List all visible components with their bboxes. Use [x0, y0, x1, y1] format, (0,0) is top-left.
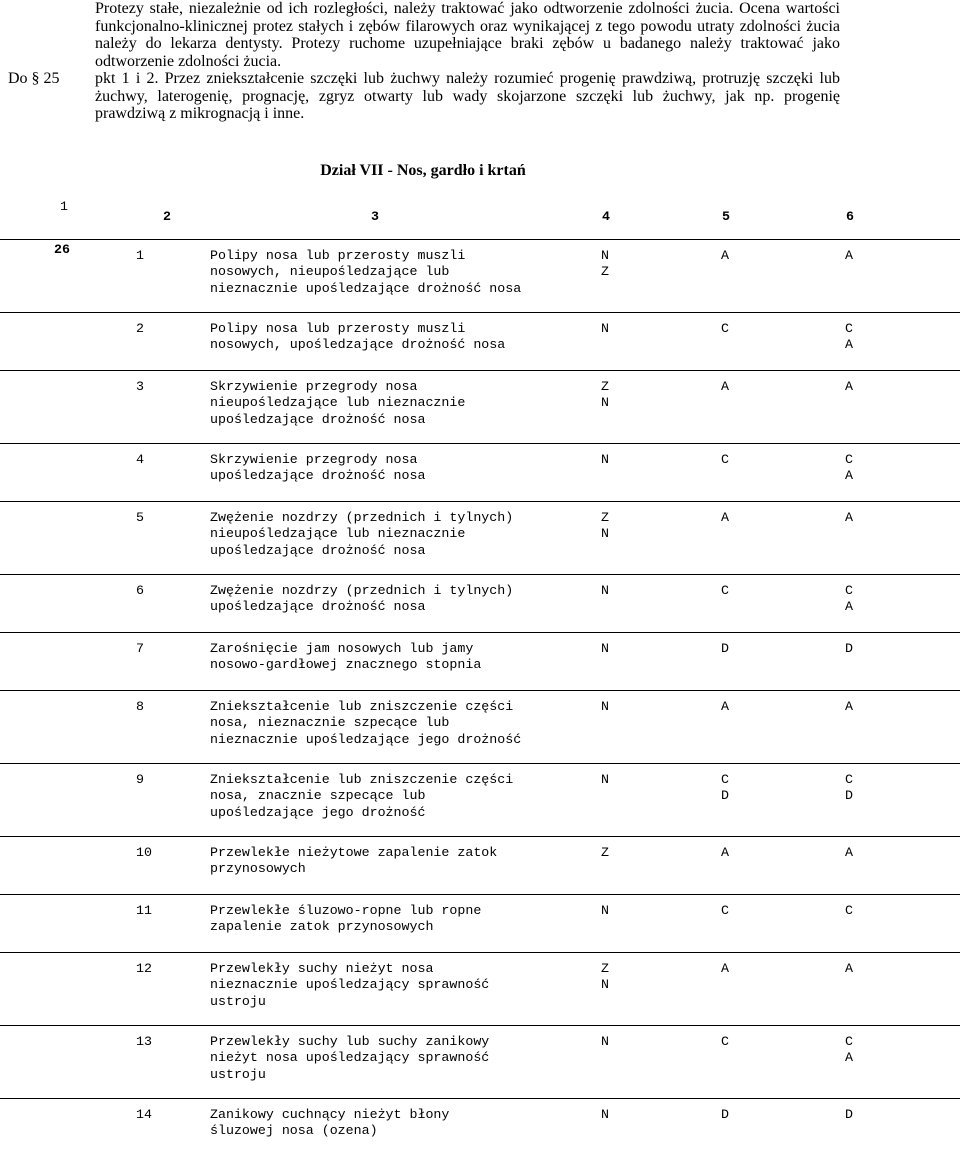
row-number: 3 [136, 379, 144, 394]
category-c5 [721, 845, 729, 861]
category-letter: C [721, 1034, 729, 1049]
category-letter: Z [601, 510, 609, 525]
description-line: Zanikowy cuchnący nieżyt błony [210, 1107, 450, 1122]
category-c4 [601, 583, 609, 599]
category-letter: N [601, 395, 609, 411]
header-col-1: 1 [60, 199, 68, 214]
category-letter: N [601, 772, 609, 787]
category-c4 [601, 248, 609, 281]
table-row [0, 502, 960, 575]
row-number: 11 [136, 903, 152, 918]
category-c6 [845, 510, 853, 526]
category-letter: C [845, 903, 853, 918]
category-c6 [845, 321, 853, 354]
section-reference: Do § 25 [8, 70, 60, 87]
category-letter: Z [601, 961, 609, 976]
description-line: Przewlekły suchy nieżyt nosa [210, 961, 434, 976]
category-c6 [845, 452, 853, 485]
category-c4 [601, 772, 609, 788]
category-letter: N [601, 1107, 609, 1122]
category-c4 [601, 845, 609, 861]
row-number: 2 [136, 321, 144, 336]
category-c4 [601, 903, 609, 919]
category-letter: C [845, 772, 853, 787]
category-letter: D [845, 788, 853, 804]
description-line: Przewlekłe śluzowo-ropne lub ropne [210, 903, 482, 918]
category-letter: D [845, 641, 853, 656]
description-line: Zwężenie nozdrzy (przednich i tylnych) [210, 510, 514, 525]
description-line: Zwężenie nozdrzy (przednich i tylnych) [210, 583, 514, 598]
row-number: 7 [136, 641, 144, 656]
category-letter: C [721, 583, 729, 598]
description-line: Skrzywienie przegrody nosa [210, 379, 418, 394]
table-body [0, 240, 960, 1156]
category-letter: C [845, 321, 853, 336]
description-line: nieżyt nosa upośledzający sprawność [210, 1050, 490, 1066]
category-c5 [721, 1034, 729, 1050]
category-c5 [721, 379, 729, 395]
description-line: nosowych, nieupośledzające lub [210, 264, 450, 280]
intro-paragraph-2: pkt 1 i 2. Przez zniekształcenie szczęki lub żuchwy należy rozumieć progenię prawdziwą, protruzję szczęki lub żuchwy, laterogenię, prognację, zgryz otwarty lub wady skojarzone szczęki lub żuchwy, jak np. progenię prawdziwą z mikrognacją i inne. [95, 70, 840, 122]
category-c6 [845, 248, 853, 264]
category-c4 [601, 379, 609, 412]
description-line: śluzowej nosa (ozena) [210, 1123, 378, 1139]
category-c4 [601, 641, 609, 657]
description-line: nieupośledzające lub nieznacznie [210, 395, 466, 411]
category-c4 [601, 321, 609, 337]
category-letter: C [845, 452, 853, 467]
category-letter: A [845, 699, 853, 714]
description-line: ustroju [210, 993, 266, 1009]
row-description [210, 583, 555, 616]
category-letter: A [845, 379, 853, 394]
category-letter: A [845, 337, 853, 353]
row-description [210, 248, 555, 297]
category-letter: A [845, 599, 853, 615]
category-letter: C [721, 772, 729, 787]
category-c5 [721, 961, 729, 977]
category-c5 [721, 641, 729, 657]
row-description [210, 452, 555, 485]
category-c6 [845, 641, 853, 657]
description-line: upośledzające jego drożność [210, 804, 426, 820]
row-description [210, 772, 555, 821]
intro-paragraph-2-row [0, 70, 960, 123]
row-number: 12 [136, 961, 152, 976]
description-line: nieznacznie upośledzający sprawność [210, 977, 490, 993]
description-line: nosowych, upośledzające drożność nosa [210, 337, 506, 353]
category-letter: Z [601, 845, 609, 860]
category-c5 [721, 510, 729, 526]
category-letter: C [721, 903, 729, 918]
table-row [0, 313, 960, 371]
description-line: Zarośnięcie jam nosowych lub jamy [210, 641, 474, 656]
section-title: Dział VII - Nos, gardło i krtań [320, 162, 526, 179]
category-letter: N [601, 699, 609, 714]
row-description [210, 379, 555, 428]
group-number: 26 [54, 242, 70, 257]
category-c4 [601, 1107, 609, 1123]
row-number: 4 [136, 452, 144, 467]
intro-paragraph-1-row [0, 0, 960, 70]
header-col-3: 3 [371, 209, 379, 224]
row-number: 1 [136, 248, 144, 263]
category-letter: A [721, 379, 729, 394]
description-line: nosowo-gardłowej znacznego stopnia [210, 657, 482, 673]
category-c5 [721, 321, 729, 337]
category-c6 [845, 1034, 853, 1067]
description-line: upośledzające drożność nosa [210, 468, 426, 484]
category-c4 [601, 699, 609, 715]
category-letter: A [845, 468, 853, 484]
description-line: Polipy nosa lub przerosty muszli [210, 321, 466, 336]
category-letter: A [721, 510, 729, 525]
category-c5 [721, 903, 729, 919]
table-header [0, 197, 960, 240]
intro-paragraph-1: Protezy stałe, niezależnie od ich rozległości, należy traktować jako odtworzenie zdolności żucia. Ocena wartości funkcjonalno-klinicznej protez stałych i zębów filarowych oraz wynikającej z tego powodu utraty zdolności żucia należy do lekarza dentysty. Protezy ruchome uzupełniające braki zębów u badanego należy traktować jako odtworzenie zdolności żucia. [95, 0, 840, 70]
description-line: Zniekształcenie lub zniszczenie części [210, 772, 514, 787]
table-row [0, 764, 960, 837]
category-letter: N [601, 452, 609, 467]
category-letter: C [721, 321, 729, 336]
category-c6 [845, 699, 853, 715]
category-c6 [845, 903, 853, 919]
category-letter: N [601, 321, 609, 336]
category-letter: A [845, 845, 853, 860]
category-c5 [721, 583, 729, 599]
category-c6 [845, 961, 853, 977]
table-row [0, 575, 960, 633]
category-letter: A [721, 845, 729, 860]
row-description [210, 961, 555, 1010]
category-c5 [721, 772, 729, 805]
category-letter: A [845, 510, 853, 525]
row-number: 13 [136, 1034, 152, 1049]
category-c5 [721, 248, 729, 264]
description-line: upośledzające drożność nosa [210, 411, 426, 427]
category-letter: N [601, 1034, 609, 1049]
category-letter: A [845, 248, 853, 263]
row-number: 6 [136, 583, 144, 598]
header-col-5: 5 [722, 209, 730, 224]
row-number: 5 [136, 510, 144, 525]
category-letter: C [721, 452, 729, 467]
category-letter: C [845, 1034, 853, 1049]
row-number: 9 [136, 772, 144, 787]
category-letter: D [845, 1107, 853, 1122]
category-c5 [721, 1107, 729, 1123]
row-description [210, 1034, 555, 1083]
category-letter: Z [601, 379, 609, 394]
row-number: 8 [136, 699, 144, 714]
category-c6 [845, 379, 853, 395]
description-line: Polipy nosa lub przerosty muszli [210, 248, 466, 263]
row-description [210, 845, 555, 878]
table-row [0, 240, 960, 313]
category-letter: N [601, 526, 609, 542]
table-row [0, 444, 960, 502]
table-row [0, 837, 960, 895]
category-letter: A [721, 699, 729, 714]
description-line: Przewlekły suchy lub suchy zanikowy [210, 1034, 490, 1049]
row-description [210, 1107, 555, 1140]
category-letter: N [601, 583, 609, 598]
category-c4 [601, 961, 609, 994]
row-description [210, 641, 555, 674]
category-c6 [845, 772, 853, 805]
description-line: zapalenie zatok przynosowych [210, 919, 434, 935]
description-line: upośledzające drożność nosa [210, 599, 426, 615]
category-letter: N [601, 641, 609, 656]
disease-table [0, 197, 960, 1156]
row-description [210, 321, 555, 354]
row-description [210, 903, 555, 936]
header-col-6: 6 [846, 209, 854, 224]
category-c4 [601, 510, 609, 543]
table-row [0, 633, 960, 691]
description-line: nieznacznie upośledzające drożność nosa [210, 280, 522, 296]
category-c4 [601, 1034, 609, 1050]
table-row [0, 371, 960, 444]
category-c6 [845, 583, 853, 616]
intro-text [0, 0, 960, 123]
description-line: przynosowych [210, 861, 306, 877]
category-letter: D [721, 788, 729, 804]
description-line: upośledzające drożność nosa [210, 542, 426, 558]
category-letter: C [845, 583, 853, 598]
table-row [0, 1026, 960, 1099]
table-row [0, 895, 960, 953]
category-letter: A [845, 1050, 853, 1066]
category-letter: N [601, 977, 609, 993]
category-letter: D [721, 1107, 729, 1122]
description-line: ustroju [210, 1066, 266, 1082]
header-col-4: 4 [602, 209, 610, 224]
row-number: 14 [136, 1107, 152, 1122]
table-row [0, 953, 960, 1026]
category-letter: N [601, 248, 609, 263]
category-letter: A [845, 961, 853, 976]
table-row [0, 1099, 960, 1156]
description-line: nieznacznie upośledzające jego drożność [210, 731, 522, 747]
category-letter: N [601, 903, 609, 918]
header-col-2: 2 [163, 209, 171, 224]
row-description [210, 510, 555, 559]
category-c5 [721, 452, 729, 468]
category-c4 [601, 452, 609, 468]
description-line: Skrzywienie przegrody nosa [210, 452, 418, 467]
category-c6 [845, 845, 853, 861]
category-letter: Z [601, 264, 609, 280]
row-number: 10 [136, 845, 152, 860]
description-line: nosa, nieznacznie szpecące lub [210, 715, 450, 731]
category-letter: A [721, 248, 729, 263]
description-line: Przewlekłe nieżytowe zapalenie zatok [210, 845, 498, 860]
description-line: nieupośledzające lub nieznacznie [210, 526, 466, 542]
category-c6 [845, 1107, 853, 1123]
row-description [210, 699, 555, 748]
table-row [0, 691, 960, 764]
description-line: nosa, znacznie szpecące lub [210, 788, 426, 804]
category-letter: D [721, 641, 729, 656]
category-c5 [721, 699, 729, 715]
category-letter: A [721, 961, 729, 976]
description-line: Zniekształcenie lub zniszczenie części [210, 699, 514, 714]
